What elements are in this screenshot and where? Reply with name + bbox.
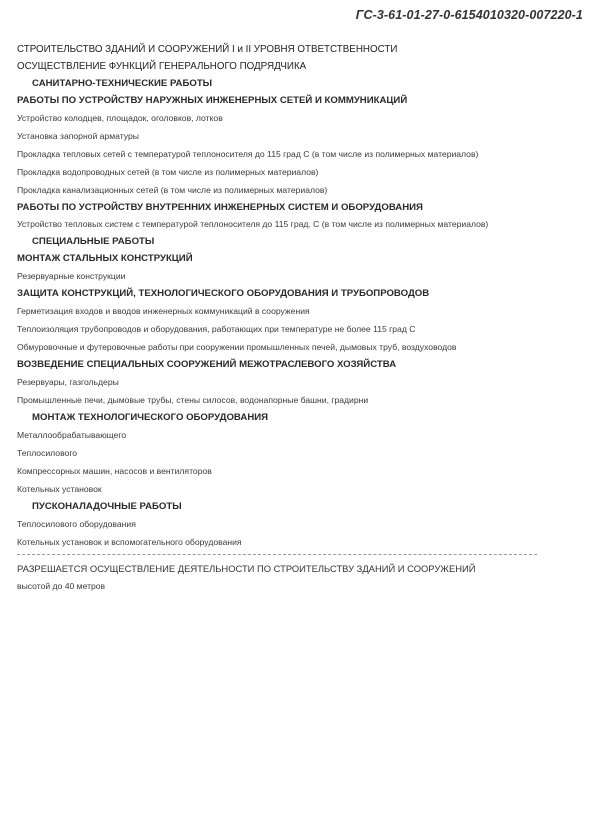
- section-title-special: СПЕЦИАЛЬНЫЕ РАБОТЫ: [32, 235, 155, 247]
- list-item: Резервуарные конструкции: [17, 270, 126, 281]
- list-item: Промышленные печи, дымовые трубы, стены силосов, водонапорные башни, градирни: [17, 394, 369, 405]
- list-item: Установка запорной арматуры: [17, 131, 139, 141]
- intro-line-responsibility: СТРОИТЕЛЬСТВО ЗДАНИЙ И СООРУЖЕНИЙ I и II УРОВНЯ ОТВЕТСТВЕННОСТИ: [17, 44, 398, 55]
- section-title-equipment: МОНТАЖ ТЕХНОЛОГИЧЕСКОГО ОБОРУДОВАНИЯ: [32, 411, 269, 423]
- list-item: Герметизация входов и вводов инженерных коммуникаций в сооружения: [17, 305, 310, 316]
- permit-statement: РАЗРЕШАЕТСЯ ОСУЩЕСТВЛЕНИЕ ДЕЯТЕЛЬНОСТИ ПО СТРОИТЕЛЬСТВУ ЗДАНИЙ И СООРУЖЕНИЙ: [17, 562, 476, 574]
- list-item: Резервуары, газгольдеры: [17, 376, 119, 387]
- section-title-steel: МОНТАЖ СТАЛЬНЫХ КОНСТРУКЦИЙ: [17, 252, 193, 264]
- list-item: Устройство колодцев, площадок, оголовков, лотков: [17, 113, 223, 123]
- document-body: [17, 44, 587, 592]
- list-item: Теплоизоляция трубопроводов и оборудования, работающих при температуре не более 115 град С: [17, 323, 416, 334]
- list-item: Теплосилового: [17, 447, 78, 458]
- list-item: Котельных установок: [17, 483, 102, 494]
- list-item: Прокладка канализационных сетей (в том числе из полимерных материалов): [17, 185, 328, 195]
- list-item: Теплосилового оборудования: [17, 518, 136, 529]
- document-code: ГС-3-61-01-27-0-6154010320-007220-1: [355, 8, 583, 22]
- section-divider: [17, 554, 537, 555]
- section-title-protection: ЗАЩИТА КОНСТРУКЦИЙ, ТЕХНОЛОГИЧЕСКОГО ОБОРУДОВАНИЯ И ТРУБОПРОВОДОВ: [17, 287, 430, 299]
- section-title-external-networks: РАБОТЫ ПО УСТРОЙСТВУ НАРУЖНЫХ ИНЖЕНЕРНЫХ СЕТЕЙ И КОММУНИКАЦИЙ: [17, 95, 408, 106]
- permit-height-limit: высотой до 40 метров: [17, 580, 106, 591]
- section-title-internal-systems: РАБОТЫ ПО УСТРОЙСТВУ ВНУТРЕННИХ ИНЖЕНЕРНЫХ СИСТЕМ И ОБОРУДОВАНИЯ: [17, 202, 423, 213]
- section-title-sanitary: САНИТАРНО-ТЕХНИЧЕСКИЕ РАБОТЫ: [32, 78, 213, 89]
- list-item: Устройство тепловых систем с температурой теплоносителя до 115 град. С (в том числе из полимерных материалов): [17, 219, 489, 229]
- intro-line-general-contractor: ОСУЩЕСТВЛЕНИЕ ФУНКЦИЙ ГЕНЕРАЛЬНОГО ПОДРЯДЧИКА: [17, 61, 307, 72]
- section-title-intersectoral: ВОЗВЕДЕНИЕ СПЕЦИАЛЬНЫХ СООРУЖЕНИЙ МЕЖОТРАСЛЕВОГО ХОЗЯЙСТВА: [17, 358, 397, 370]
- list-item: Обмуровочные и футеровочные работы при сооружении промышленных печей, дымовых труб, воздуховодов: [17, 341, 457, 352]
- list-item: Прокладка тепловых сетей с температурой теплоносителя до 115 град С (в том числе из полимерных материалов): [17, 149, 479, 159]
- section-title-commissioning: ПУСКОНАЛАДОЧНЫЕ РАБОТЫ: [32, 500, 182, 512]
- list-item: Котельных установок и вспомогательного оборудования: [17, 536, 242, 547]
- list-item: Прокладка водопроводных сетей (в том числе из полимерных материалов): [17, 167, 319, 177]
- list-item: Металлообрабатывающего: [17, 429, 127, 440]
- list-item: Компрессорных машин, насосов и вентиляторов: [17, 465, 212, 476]
